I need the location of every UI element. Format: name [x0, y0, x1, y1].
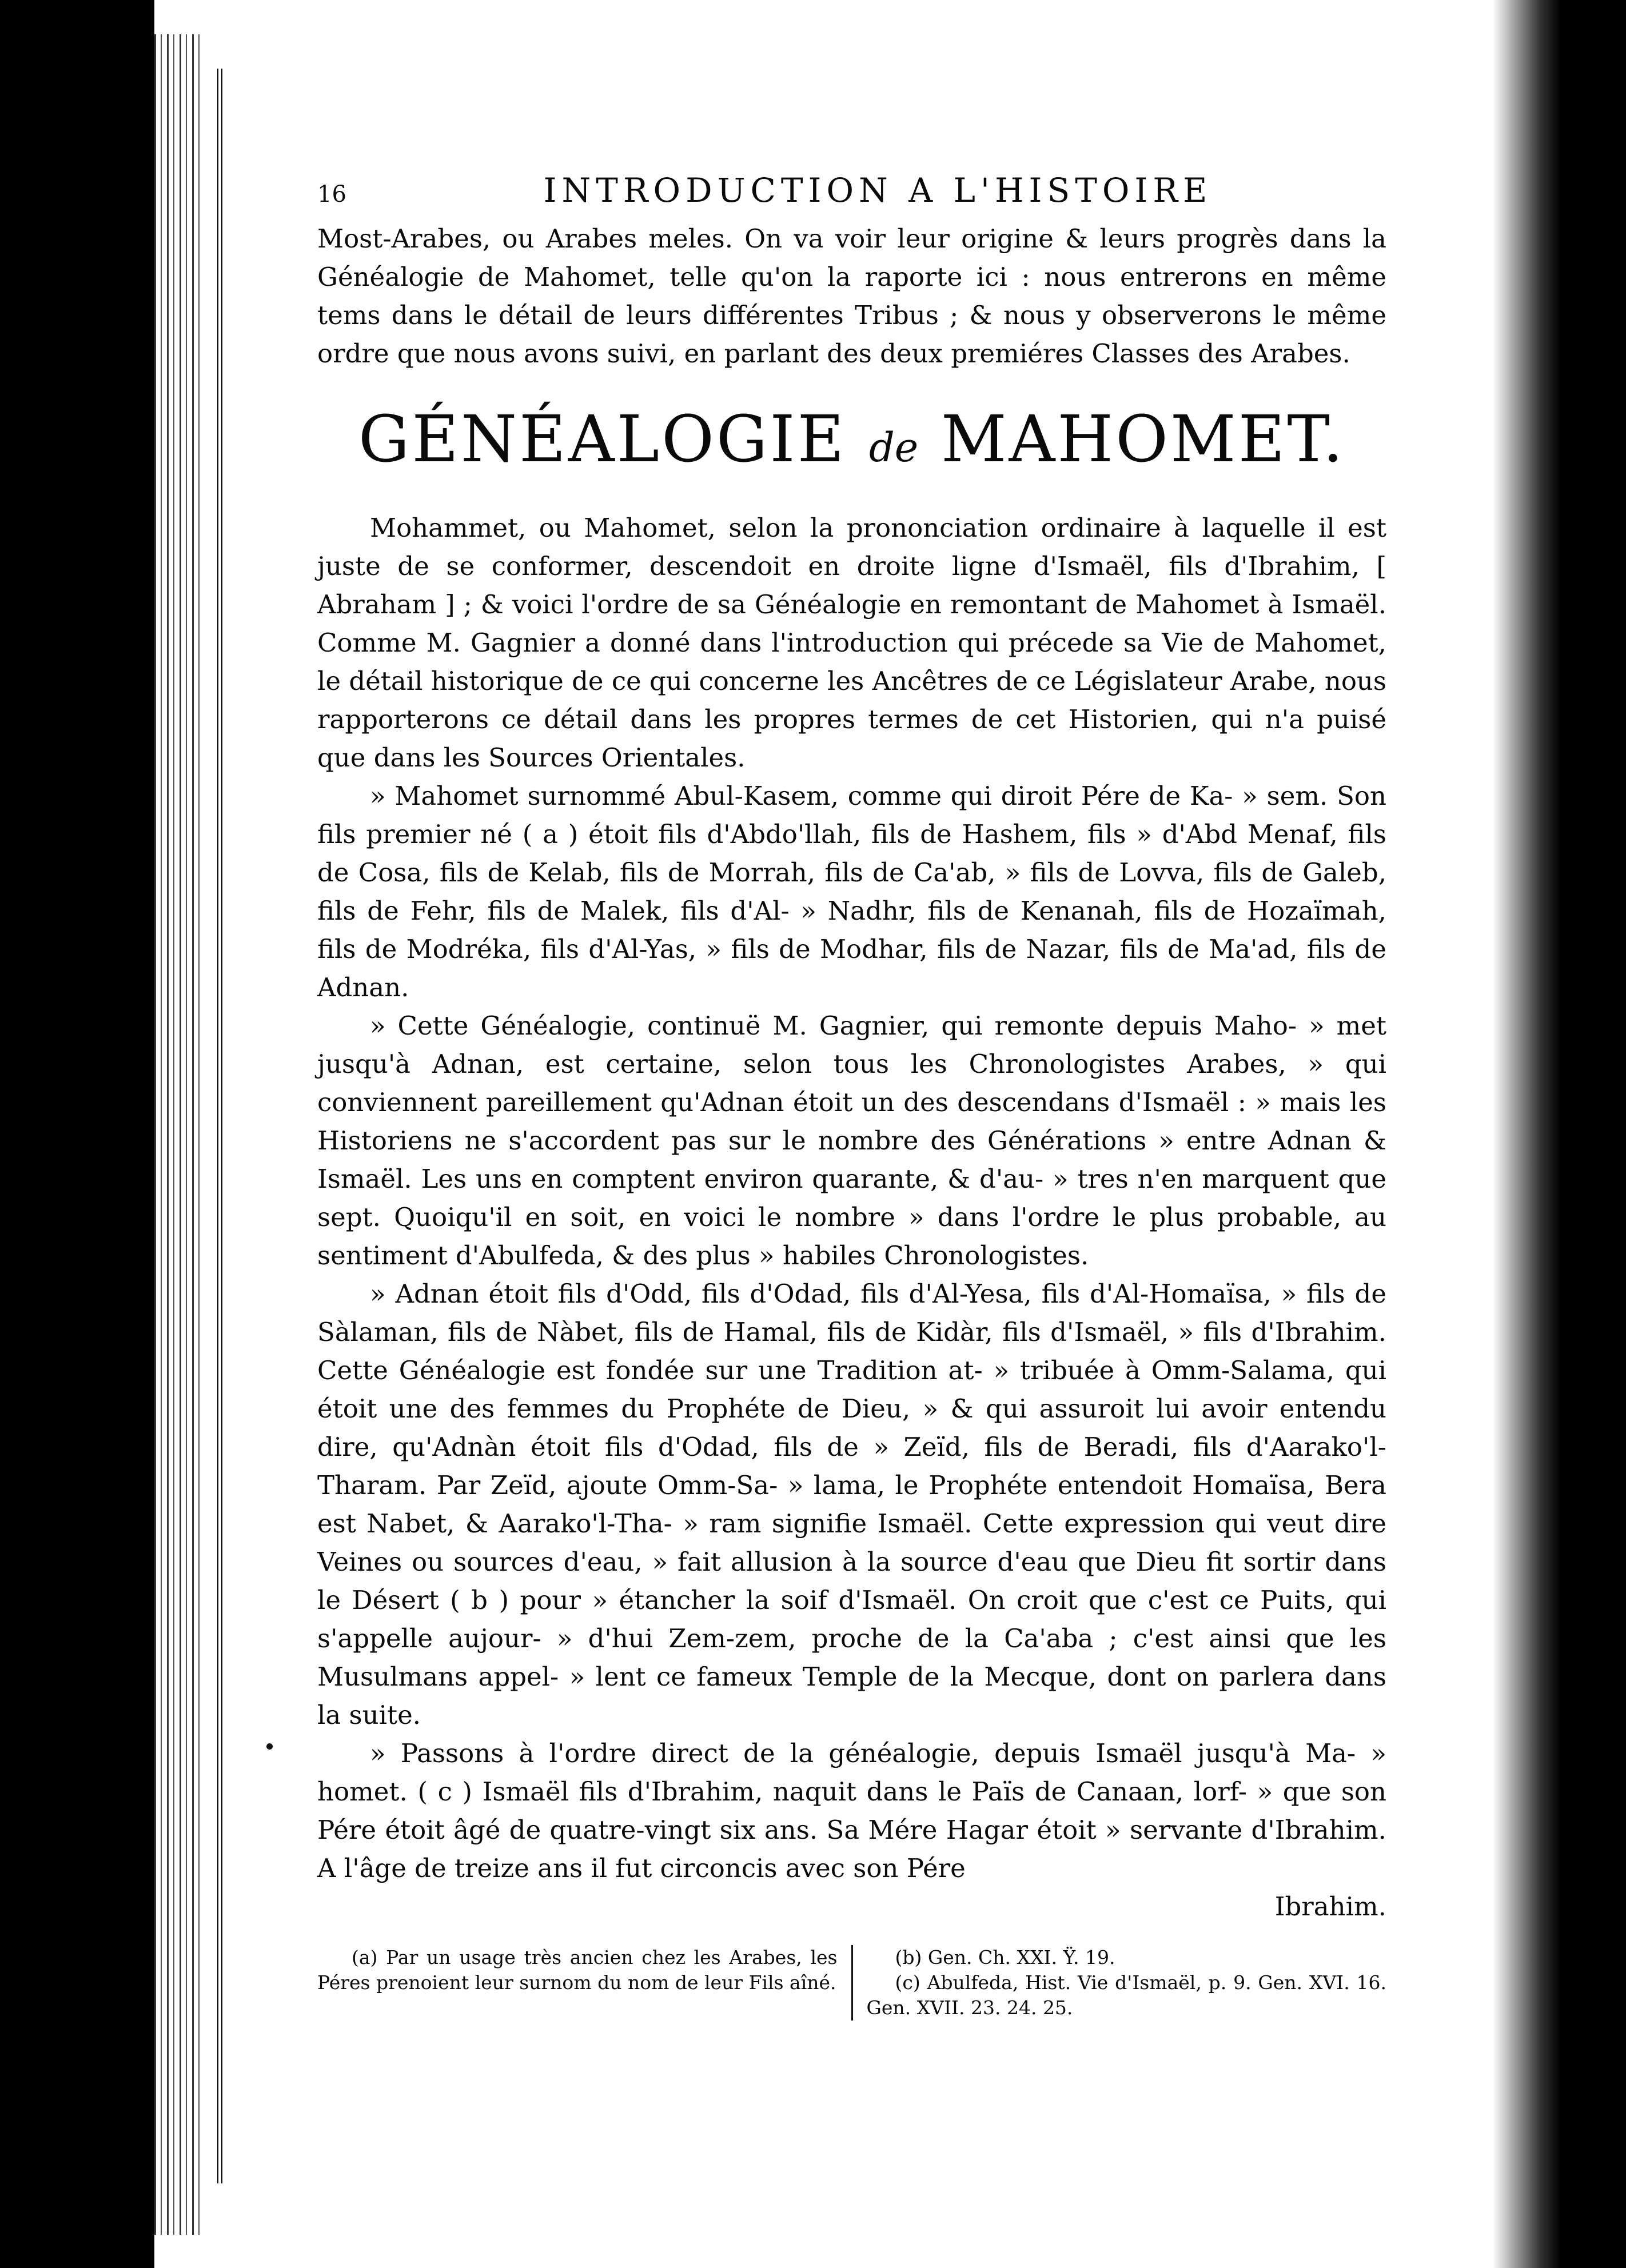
footnote-a: (a) Par un usage très ancien chez les Arabes, les Péres prenoient leur surnom du nom de leur Fils aîné. [317, 1946, 838, 1994]
section-title-part1: GÉNÉALOGIE [358, 402, 847, 477]
binding-gutter [154, 34, 200, 2235]
running-title: INTRODUCTION A L'HISTOIRE [543, 171, 1213, 210]
section-title-part3: MAHOMET. [940, 402, 1346, 477]
section-title [317, 397, 1386, 490]
intro-paragraph: Most-Arabes, ou Arabes meles. On va voir leur origine & leurs progrès dans la Généalogie de Mahomet, telle qu'on la raporte ici : nous entrerons en même tems dans le détail de leurs différentes Tribus ; & nous y observerons le même ordre que nous avons suivi, en parlant des deux premiéres Classes des Arabes. [317, 223, 1386, 369]
ink-dot [266, 1743, 273, 1750]
page-edge-shadow [1492, 0, 1561, 2268]
section-title-part2: de [868, 424, 919, 471]
paragraph-4: » Adnan étoit fils d'Odd, fils d'Odad, fils d'Al-Yesa, fils d'Al-Homaïsa, » fils de Sàlaman, fils de Nàbet, fils de Hamal, fils de Kidàr, fils d'Ismaël, » fils d'Ibrahim. Cette Généalogie est fondée sur une Tradition at- » tribuée à Omm-Salama, qui étoit une des femmes du Prophéte de Dieu, » & qui assuroit lui avoir entendu dire, qu'Adnàn étoit fils d'Odad, fils de » Zeïd, fils de Beradi, fils d'Aarako'l-Tharam. Par Zeïd, ajoute Omm-Sa- » lama, le Prophéte entendoit Homaïsa, Bera est Nabet, & Aarako'l-Tha- » ram signifie Ismaël. Cette expression qui veut dire Veines ou sources d'eau, » fait allusion à la source d'eau que Dieu fit sortir dans le Désert ( b ) pour » étancher la soif d'Ismaël. On croit que c'est ce Puits, qui s'appelle aujour- » d'hui Zem-zem, proche de la Ca'aba ; c'est ainsi que les Musulmans appel- » lent ce fameux Temple de la Mecque, dont on parlera dans la suite. [317, 1279, 1386, 1730]
paragraph-5: » Passons à l'ordre direct de la généalogie, depuis Ismaël jusqu'à Ma- » homet. ( c ) Ismaël fils d'Ibrahim, naquit dans le Païs de Canaan, lorf- » que son Pére étoit âgé de quatre-vingt six ans. Sa Mére Hagar étoit » servante d'Ibrahim. A l'âge de treize ans il fut circoncis avec son Pére [317, 1738, 1386, 1883]
catchword: Ibrahim. [1274, 1891, 1386, 1922]
footnote-b: (b) Gen. Ch. XXI. Ÿ. 19. [895, 1946, 1115, 1968]
paragraph-3: » Cette Généalogie, continuë M. Gagnier, qui remonte depuis Maho- » met jusqu'à Adnan, est certaine, selon tous les Chronologistes Arabes, » qui conviennent pareillement qu'Adnan étoit un des descendans d'Ismaël : » mais les Historiens ne s'accordent pas sur le nombre des Générations » entre Adnan & Ismaël. Les uns en comptent environ quarante, & d'au- » tres n'en marquent que sept. Quoiqu'il en soit, en voici le nombre » dans l'ordre le plus probable, au sentiment d'Abulfeda, & des plus » habiles Chronologistes. [317, 1011, 1386, 1271]
paragraph-1: Mohammet, ou Mahomet, selon la prononciation ordinaire à laquelle il est juste de se conformer, descendoit en droite ligne d'Ismaël, fils d'Ibrahim, [ Abraham ] ; & voici l'ordre de sa Généalogie en remontant de Mahomet à Ismaël. Comme M. Gagnier a donné dans l'introduction qui précede sa Vie de Mahomet, le détail historique de ce qui concerne les Ancêtres de ce Législateur Arabe, nous rapporterons ce détail dans les propres termes de cet Historien, qui n'a puisé que dans les Sources Orientales. [317, 513, 1386, 773]
footnote-column-left [317, 1945, 853, 2021]
footnotes [317, 1945, 1386, 2021]
paragraph-2: » Mahomet surnommé Abul-Kasem, comme qui diroit Pére de Ka- » sem. Son fils premier né ( a ) étoit fils d'Abdo'llah, fils de Hashem, fils » d'Abd Menaf, fils de Cosa, fils de Kelab, fils de Morrah, fils de Ca'ab, » fils de Lovva, fils de Galeb, fils de Fehr, fils de Malek, fils d'Al- » Nadhr, fils de Kenanah, fils de Hozaïmah, fils de Modréka, fils d'Al-Yas, » fils de Modhar, fils de Nazar, fils de Ma'ad, fils de Adnan. [317, 781, 1386, 1003]
binding-shadow [217, 69, 225, 2183]
running-head [317, 171, 1386, 218]
page-number: 16 [317, 181, 346, 207]
footnote-c: (c) Abulfeda, Hist. Vie d'Ismaël, p. 9. Gen. XVI. 16. Gen. XVII. 23. 24. 25. [866, 1971, 1386, 2019]
page-content [317, 171, 1386, 2021]
footnote-column-right [853, 1945, 1387, 2021]
